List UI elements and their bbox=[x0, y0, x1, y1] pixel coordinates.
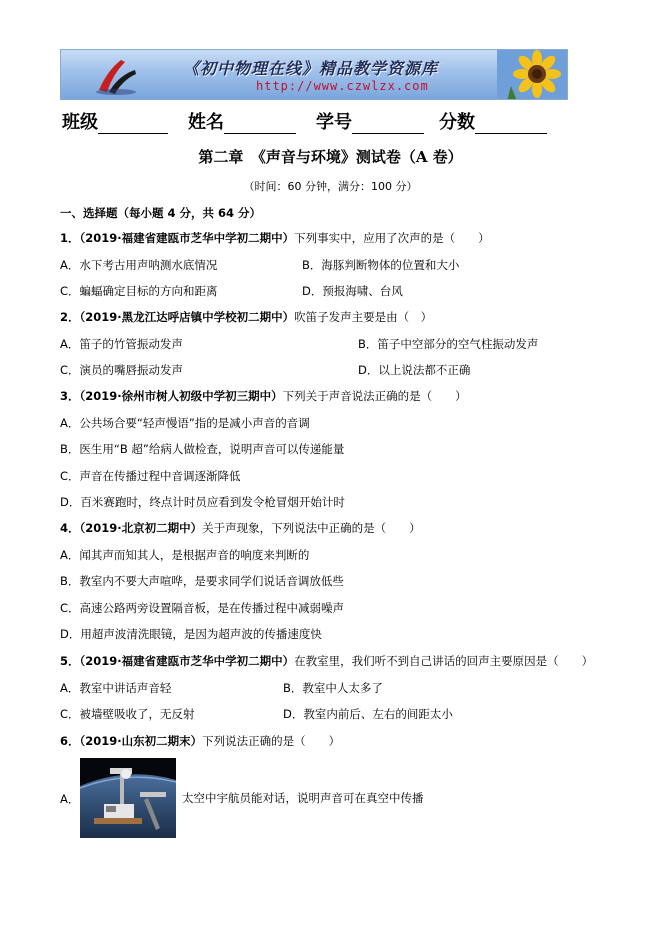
option-3a[interactable]: A．公共场合要“轻声慢语”指的是减小声音的音调 bbox=[60, 416, 310, 430]
question-source: （2019·福建省建瓯市芝华中学初二期中） bbox=[79, 231, 295, 245]
student-id-label: 学号 bbox=[316, 112, 352, 133]
option-4b[interactable]: B．教室内不要大声喧哗，是要求同学们说话音调放低些 bbox=[60, 574, 344, 588]
option-6a-label[interactable]: A． bbox=[60, 792, 80, 806]
option-6a-text[interactable]: 太空中宇航员能对话，说明声音可在真空中传播 bbox=[182, 791, 424, 805]
question-source: （2019·福建省建瓯市芝华中学初二期中） bbox=[79, 654, 295, 668]
student-info-line bbox=[62, 108, 547, 132]
question-text: 下列事实中，应用了次声的是（ ） bbox=[294, 231, 490, 245]
option-2a[interactable]: A．笛子的竹管振动发声 bbox=[60, 337, 183, 351]
score-blank[interactable] bbox=[475, 114, 547, 134]
banner-url[interactable]: http://www.czwlzx.com bbox=[256, 79, 429, 93]
question-number: 1． bbox=[60, 231, 80, 245]
option-3d[interactable]: D．百米赛跑时，终点计时员应看到发令枪冒烟开始计时 bbox=[60, 495, 345, 509]
question-4 bbox=[60, 520, 421, 536]
question-source: （2019·北京初二期中） bbox=[79, 521, 203, 535]
question-text: 吹笛子发声主要是由（ ） bbox=[294, 310, 433, 324]
name-blank[interactable] bbox=[224, 114, 296, 134]
question-number: 5． bbox=[60, 654, 80, 668]
question-3 bbox=[60, 388, 467, 404]
logo-icon bbox=[91, 56, 141, 96]
option-4d[interactable]: D．用超声波清洗眼镜，是因为超声波的传播速度快 bbox=[60, 627, 322, 641]
question-source: （2019·徐州市树人初级中学初三期中） bbox=[79, 389, 283, 403]
option-2c[interactable]: C．演员的嘴唇振动发声 bbox=[60, 363, 184, 377]
option-1a[interactable]: A．水下考古用声呐测水底情况 bbox=[60, 258, 218, 272]
option-4c[interactable]: C．高速公路两旁设置隔音板，是在传播过程中减弱噪声 bbox=[60, 601, 345, 615]
question-source: （2019·山东初二期末） bbox=[79, 734, 203, 748]
exam-subtitle: （时间：60 分钟，满分：100 分） bbox=[243, 180, 418, 193]
class-label: 班级 bbox=[62, 112, 98, 133]
space-station-icon bbox=[80, 758, 176, 838]
question-number: 6． bbox=[60, 734, 80, 748]
question-source: （2019·黑龙江达呼店镇中学校初二期中） bbox=[79, 310, 295, 324]
section-title: 一、选择题（每小题 4 分，共 64 分） bbox=[60, 206, 262, 220]
question-number: 2． bbox=[60, 310, 80, 324]
question-number: 4． bbox=[60, 521, 80, 535]
option-3b[interactable]: B．医生用“B 超”给病人做检查，说明声音可以传递能量 bbox=[60, 442, 345, 456]
score-label: 分数 bbox=[439, 112, 475, 133]
option-1c[interactable]: C．蝙蝠确定目标的方向和距离 bbox=[60, 284, 218, 298]
question-2 bbox=[60, 309, 432, 325]
question-text: 关于声现象，下列说法中正确的是（ ） bbox=[202, 521, 421, 535]
option-5b[interactable]: B．教室中人太多了 bbox=[283, 681, 383, 695]
question-number: 3． bbox=[60, 389, 80, 403]
question-text: 在教室里，我们听不到自己讲话的回声主要原因是（ ） bbox=[294, 654, 594, 668]
class-blank[interactable] bbox=[98, 114, 168, 134]
option-1b[interactable]: B．海豚判断物体的位置和大小 bbox=[302, 258, 460, 272]
question-5 bbox=[60, 653, 593, 669]
option-2b[interactable]: B．笛子中空部分的空气柱振动发声 bbox=[358, 337, 539, 351]
sunflower-icon bbox=[497, 50, 567, 100]
option-5a[interactable]: A．教室中讲话声音轻 bbox=[60, 681, 172, 695]
option-5c[interactable]: C．被墙壁吸收了，无反射 bbox=[60, 707, 195, 721]
banner-title: 《初中物理在线》精品教学资源库 bbox=[183, 59, 439, 78]
question-6 bbox=[60, 733, 340, 749]
question-1 bbox=[60, 230, 490, 246]
option-2d[interactable]: D．以上说法都不正确 bbox=[358, 363, 471, 377]
option-5d[interactable]: D．教室内前后、左右的间距太小 bbox=[283, 707, 453, 721]
question-text: 下列关于声音说法正确的是（ ） bbox=[282, 389, 467, 403]
question-text: 下列说法正确的是（ ） bbox=[202, 734, 341, 748]
option-3c[interactable]: C．声音在传播过程中音调逐渐降低 bbox=[60, 469, 241, 483]
option-4a[interactable]: A．闻其声而知其人，是根据声音的响度来判断的 bbox=[60, 548, 310, 562]
option-1d[interactable]: D．预报海啸、台风 bbox=[302, 284, 403, 298]
page-title: 第二章 《声音与环境》测试卷（A 卷） bbox=[198, 148, 463, 166]
name-label: 姓名 bbox=[188, 112, 224, 133]
header-banner bbox=[60, 49, 568, 100]
student-id-blank[interactable] bbox=[352, 114, 424, 134]
astronaut-image bbox=[80, 758, 176, 838]
